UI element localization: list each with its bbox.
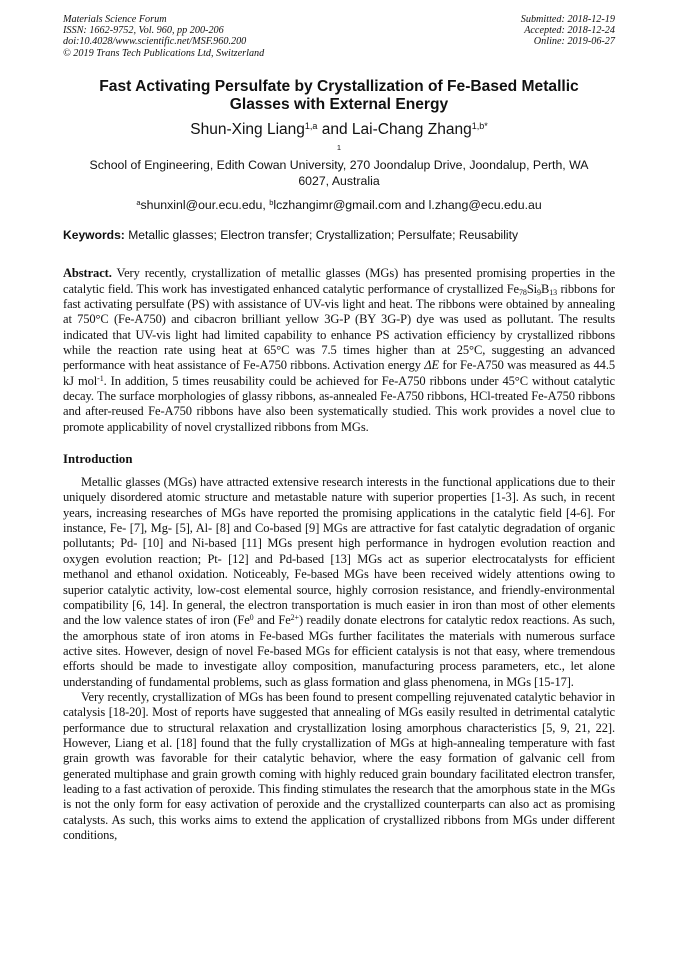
abstract-sub-3: 13 [549, 287, 558, 297]
author-and: and [317, 120, 352, 138]
intro-p1-text-c: ) readily donate electrons for catalytic redox reactions. As such, the amorphous state of iron atoms in Fe-based MGs further facilitates the materials with numerous surface active sites. However, design of novel Fe-based MGs for efficient catalysis is not that easy, where tremendous efforts should be made to investigate alloy composition, manufacturing process parameters, etc., let alone understanding of fundamental problems, such as glass formation and glass phenomena, in MGs [15-17]. [63, 613, 615, 689]
publication-dates [521, 14, 615, 59]
email-mark-b: b [269, 198, 274, 208]
affiliation-line-2: 6027, Australia [298, 173, 380, 188]
title-line-2: Glasses with External Energy [229, 96, 449, 114]
online-date: Online: 2019-06-27 [533, 36, 615, 48]
journal-name: Materials Science Forum [63, 14, 167, 25]
abstract-text-4: ribbons for fast activating persulfate (PS) with assistance of UV-vis light and heat. The ribbons were obtained by annealing at 750°C (Fe-A750) and cibacron brilliant yellow 3G-P (BY 3G-P) dye was used as pollutant. The results indicated that UV-vis light had limited capability to enhance PS activation efficiency by crystallized ribbons while the reaction rate using heat at 65°C was 7.5 times higher than at 25°C, suggesting an advanced performance with heat assistance of Fe-A750 ribbons. Activation energy [63, 281, 615, 373]
intro-p1-text-b: and Fe [253, 613, 291, 628]
abstract-delta-e: ΔE [424, 358, 440, 373]
affiliation-mark: 1 [336, 142, 342, 152]
abstract [63, 266, 615, 435]
abstract-sub-2: 9 [537, 287, 541, 297]
email-a[interactable]: shunxinl@our.ecu.edu, [140, 198, 270, 213]
doi: doi:10.4028/www.scientific.net/MSF.960.200 [63, 36, 247, 48]
affiliation-line-1 [63, 143, 615, 174]
intro-paragraph-2: Very recently, crystallization of MGs has been found to present compelling rejuvenated catalytic behavior in catalysis [18-20]. Most of reports have suggested that annealing of MGs easily resulted in detrimental catalytic performance due to structural relaxation and crystallization losing amorphous characteristics [5, 9, 21, 22]. However, Liang et al. [18] found that the fully crystallization of MGs at high-annealing temperature with fast grain growth was favorable for their catalytic behavior, where the easy formation of galvanic cell from generated multiphase and grain growth coming with highly reduced grain boundary facilitated electron transfer, leading to a fast activation of peroxide. This finding stimulates the research that the amorphous state in the MGs is not the only form for easy activation of peroxide and the crystallized counterparts can also act as promising catalysts. As such, this works aims to extend the application of crystallized ribbons from MGs under different conditions, [63, 689, 615, 842]
accepted-date: Accepted: 2018-12-24 [524, 25, 615, 37]
section-heading-introduction: Introduction [63, 452, 133, 467]
intro-p1-text-a: Metallic glasses (MGs) have attracted extensive research interests in the functional applications due to their uniquely disordered atomic structure and metastable nature with superior properties [1-3]. As such, in recent years, increasing researches of MGs have reported the promising applications in the catalytic field [4-6]. For instance, Fe- [7], Mg- [5], Al- [8] and Co-based [9] MGs are attractive for fast catalytic degradation of organic pollutants; Pd- [10] and Ni-based [11] MGs present high performance in hydrogen evolution reaction and oxygen evolution reaction; Pt- [12] and Pd-based [13] MGs act as superior electrocatalysts for efficient methanol and ethanol oxidation. Noticeably, Fe-based MGs have been received widely attentions owing to superior catalytic activity, low-cost elemental source, highly corrosion resistance, and friendly-environmental compatibility [6, 14]. In general, the electron transportation is much easier in iron than most of other elements and the low valence states of iron (Fe [63, 475, 615, 628]
abstract-text-3: B [540, 281, 550, 296]
abstract-sub-1: 78 [519, 287, 527, 297]
author-2: Lai-Chang Zhang [351, 120, 472, 138]
submitted-date: Submitted: 2018-12-19 [520, 14, 615, 25]
fe-oxidation-0: 0 [249, 613, 254, 623]
abstract-label: Abstract. [63, 266, 112, 281]
introduction-body [63, 475, 615, 843]
abstract-unit-sup: -1 [97, 373, 104, 383]
publication-header [63, 14, 615, 59]
publication-info [63, 14, 264, 59]
copyright: © 2019 Trans Tech Publications Ltd, Switzerland [63, 47, 265, 59]
abstract-text-5: for Fe-A750 was measured as 44.5 kJ mol [63, 358, 615, 388]
author-1-affil: 1,a [304, 120, 318, 131]
keywords-text: Metallic glasses; Electron transfer; Crystallization; Persulfate; Reusability [124, 228, 519, 243]
keywords [63, 228, 615, 243]
email-mark-a: a [136, 198, 141, 208]
emails [63, 198, 615, 213]
abstract-text-1: Very recently, crystallization of metallic glasses (MGs) has presented promising properties in the catalytic field. This work has investigated enhanced catalytic performance of crystallized Fe [63, 266, 615, 296]
affiliation-text-1: School of Engineering, Edith Cowan University, 270 Joondalup Drive, Joondalup, Perth, WA [89, 158, 589, 173]
issn: ISSN: 1662-9752, Vol. 960, pp 200-206 [63, 25, 224, 37]
authors [63, 120, 615, 139]
author-2-affil: 1,b* [471, 120, 488, 131]
keywords-label: Keywords: [63, 228, 125, 243]
affiliation [63, 143, 615, 190]
email-b[interactable]: lczhangimr@gmail.com and l.zhang@ecu.edu.au [273, 198, 542, 213]
abstract-text-6: . In addition, 5 times reusability could be achieved for Fe-A750 ribbons under 45°C without catalytic decay. The surface morphologies of glassy ribbons, as-annealed Fe-A750 ribbons, HCl-treated Fe-A750 ribbons and after-reused Fe-A750 ribbons have also been systematically studied. This work provides a novel clue to promote applicability of novel crystallized ribbons from MGs. [63, 373, 615, 434]
title-line-1: Fast Activating Persulfate by Crystallization of Fe-Based Metallic [99, 77, 579, 95]
paper-title [63, 78, 615, 115]
fe-oxidation-2: 2+ [290, 613, 299, 623]
author-1: Shun-Xing Liang [190, 120, 305, 138]
abstract-text-2: Si [526, 281, 538, 296]
intro-paragraph-1 [63, 475, 615, 690]
